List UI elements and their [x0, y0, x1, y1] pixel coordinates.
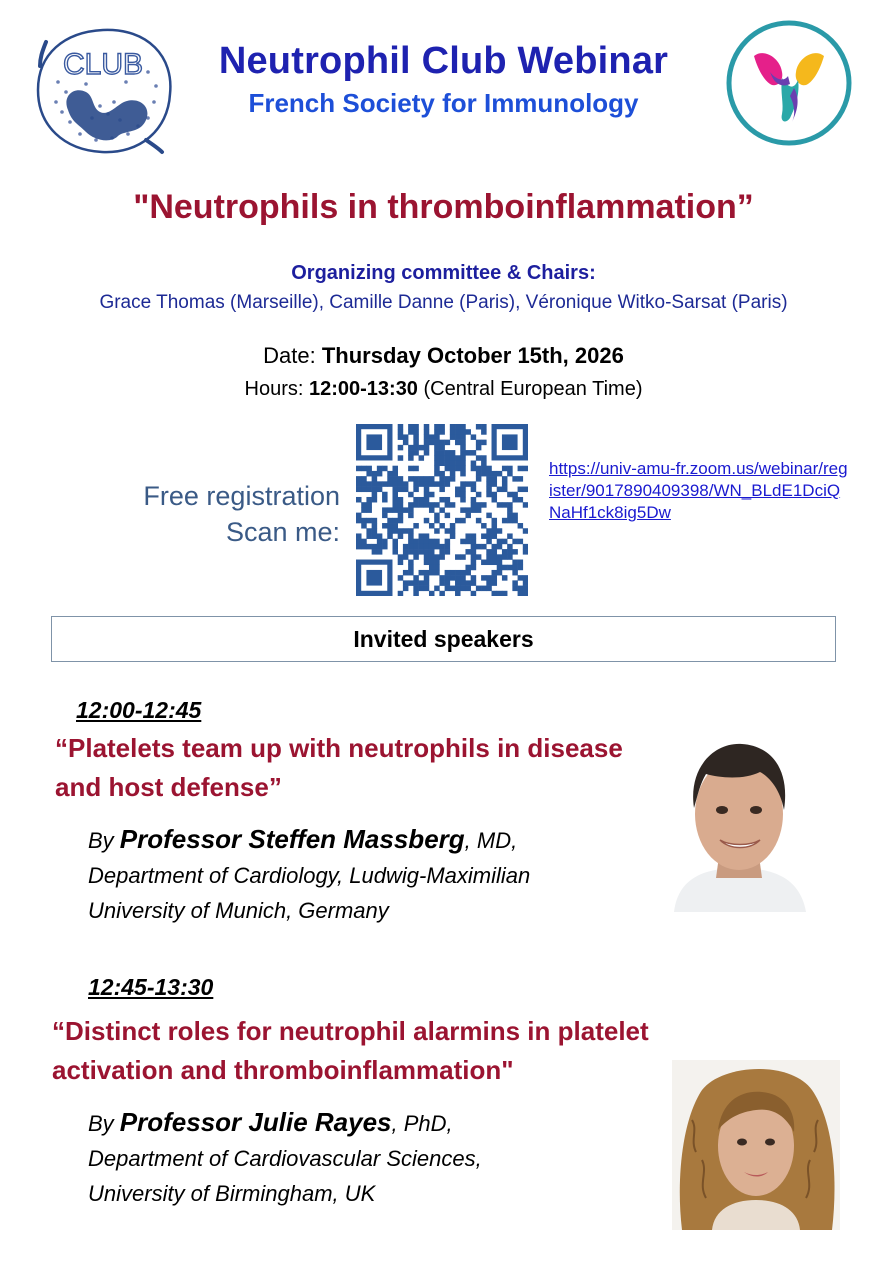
date-value: Thursday October 15th, 2026 — [321, 343, 624, 368]
club-logo-text: CLUB — [62, 48, 144, 81]
date-line — [0, 343, 887, 369]
registration-qr-code[interactable] — [356, 424, 528, 596]
date-label: Date: — [263, 343, 322, 368]
society-logo — [724, 18, 854, 148]
talk-1-affiliation-1: Department of Cardiology, Ludwig-Maximilian — [88, 863, 531, 888]
webinar-topic: "Neutrophils in thromboinflammation” — [133, 188, 754, 226]
society-subtitle: French Society for Immunology — [248, 88, 639, 118]
hours-label: Hours: — [244, 378, 309, 400]
talk-2-affiliation-1: Department of Cardiovascular Sciences, — [88, 1146, 482, 1171]
talk-1-degree: , MD, — [464, 828, 518, 853]
talk-1-speaker-name: Professor Steffen Massberg — [119, 824, 465, 854]
talk-1-time: 12:00-12:45 — [76, 697, 202, 723]
talk-1-affiliation-2: University of Munich, Germany — [88, 898, 389, 923]
talk-2-affiliation-2: University of Birmingham, UK — [88, 1181, 376, 1206]
talk-1-by: By — [88, 828, 120, 853]
invited-speakers-heading: Invited speakers — [51, 616, 836, 662]
speaker-photo-rayes — [672, 1060, 840, 1230]
talk-2-degree: , PhD, — [391, 1111, 453, 1136]
talk-2-title: “Distinct roles for neutrophil alarmins in platelet activation and thromboinflammation" — [52, 1016, 649, 1085]
registration-line-2: Scan me: — [225, 517, 340, 547]
talk-1-title: “Platelets team up with neutrophils in disease and host defense” — [55, 733, 623, 802]
talk-2-speaker-info — [88, 1105, 648, 1211]
hours-note: (Central European Time) — [417, 378, 643, 400]
speaker-photo-massberg — [664, 728, 814, 912]
organizers-names: Grace Thomas (Marseille), Camille Danne (Paris), Véronique Witko-Sarsat (Paris) — [99, 292, 788, 313]
talk-2-time: 12:45-13:30 — [88, 974, 214, 1000]
hours-line — [0, 378, 887, 401]
registration-line-1: Free registration — [143, 481, 340, 511]
talk-2-by: By — [88, 1111, 120, 1136]
registration-link[interactable]: https://univ-amu-fr.zoom.us/webinar/register/9017890409398/WN_BLdE1DciQNaHf1ck8ig5Dw — [549, 459, 848, 522]
registration-text — [90, 478, 340, 550]
organizers-heading: Organizing committee & Chairs: — [291, 262, 596, 284]
hours-value: 12:00-13:30 — [308, 378, 418, 400]
webinar-title: Neutrophil Club Webinar — [218, 40, 669, 82]
talk-1-speaker-info — [88, 822, 648, 928]
talk-2-speaker-name: Professor Julie Rayes — [119, 1107, 392, 1137]
